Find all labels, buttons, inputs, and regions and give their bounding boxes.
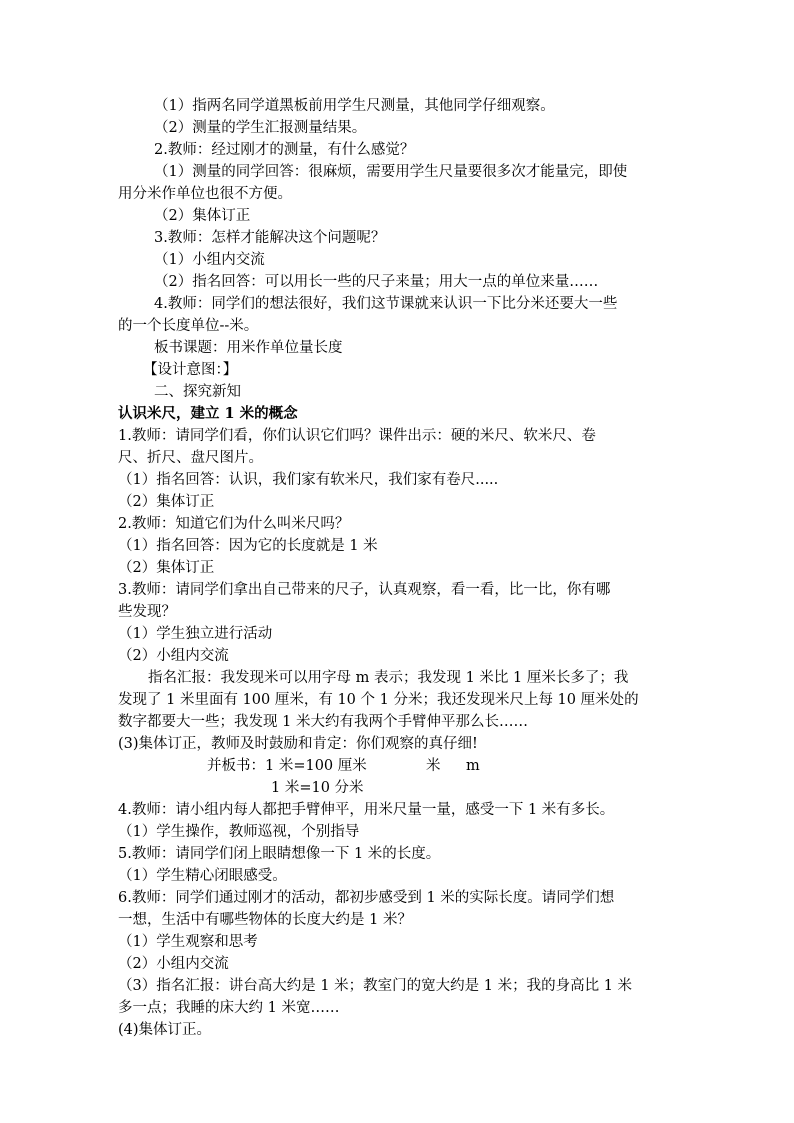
text-line: 指名汇报：我发现米可以用字母 m 表示；我发现 1 米比 1 厘米长多了；我 [148, 670, 629, 686]
text-line: （2）小组内交流 [118, 648, 229, 664]
text-line: （1）小组内交流 [154, 252, 265, 268]
text-line: 的一个长度单位--米。 [118, 318, 259, 334]
text-line: 些发现？ [118, 604, 176, 620]
text-line: 尺、折尺、盘尺图片。 [118, 450, 263, 466]
text-line: 5.教师：请同学们闭上眼睛想像一下 1 米的长度。 [118, 846, 441, 862]
text-line: （1）指两名同学道黑板前用学生尺测量，其他同学仔细观察。 [154, 98, 555, 114]
text-line: (3)集体订正，教师及时鼓励和肯定：你们观察的真仔细! [118, 736, 478, 752]
text-line: 6.教师：同学们通过刚才的活动，都初步感受到 1 米的实际长度。请同学们想 [118, 890, 615, 906]
text-line: 1.教师：请同学们看，你们认识它们吗？课件出示：硬的米尺、软米尺、卷 [118, 428, 596, 444]
text-line: （1）指名回答：认识，我们家有软米尺，我们家有卷尺..... [118, 472, 499, 488]
text-line: 板书课题：用米作单位量长度 [154, 340, 343, 356]
text-line: 数字都要大一些；我发现 1 米大约有我两个手臂伸平那么长…… [118, 714, 528, 730]
text-line: 4.教师：请小组内每人都把手臂伸平，用米尺量一量，感受一下 1 米有多长。 [118, 802, 615, 818]
text-line: 发现了 1 米里面有 100 厘米，有 10 个 1 分米；我还发现米尺上每 10 厘米处的 [118, 692, 639, 708]
text-line: 用分米作单位也很不方便。 [118, 186, 292, 202]
text-line: (4)集体订正。 [118, 1022, 212, 1038]
text-line: （1）指名回答：因为它的长度就是 1 米 [118, 538, 378, 554]
text-line: （1）学生观察和思考 [118, 934, 258, 950]
text-line: 二、探究新知 [154, 384, 241, 400]
text-line: （2）测量的学生汇报测量结果。 [154, 120, 367, 136]
text-line: （3）指名汇报：讲台高大约是 1 米；教室门的宽大约是 1 米；我的身高比 1 米 [118, 978, 633, 994]
text-line: 3.教师：怎样才能解决这个问题呢？ [154, 230, 386, 246]
text-line: （2）集体订正 [154, 208, 251, 224]
text-line: （1）学生操作，教师巡视，个别指导 [118, 824, 360, 840]
text-line: 【设计意图：】 [143, 362, 238, 378]
text-line: （2）小组内交流 [118, 956, 229, 972]
text-line: （2）集体订正 [118, 560, 215, 576]
text-line: 一想，生活中有哪些物体的长度大约是 1 米？ [118, 912, 412, 928]
text-line: 2.教师：知道它们为什么叫米尺吗？ [118, 516, 350, 532]
text-line: 4.教师：同学们的想法很好，我们这节课就来认识一下比分米还要大一些 [154, 296, 618, 312]
board-note-symbol: m [466, 758, 480, 774]
text-line: （1）学生独立进行活动 [118, 626, 273, 642]
text-line: （2）指名回答：可以用长一些的尺子来量；用大一点的单位来量…… [154, 274, 599, 290]
text-line: （2）集体订正 [118, 494, 215, 510]
text-line: 2.教师：经过刚才的测量，有什么感觉？ [154, 142, 415, 158]
text-line: （1）测量的同学回答：很麻烦，需要用学生尺量要很多次才能量完，即使 [154, 164, 628, 180]
board-note-unit: 米 [426, 758, 441, 774]
board-note: 1 米=10 分米 [271, 780, 364, 796]
text-line: 多一点；我睡的床大约 1 米宽…… [118, 1000, 340, 1016]
text-line: （1）学生精心闭眼感受。 [118, 868, 287, 884]
section-heading: 认识米尺，建立 1 米的概念 [118, 405, 298, 422]
board-note: 并板书：1 米=100 厘米 [207, 758, 367, 774]
text-line: 3.教师：请同学们拿出自己带来的尺子，认真观察，看一看，比一比，你有哪 [118, 582, 611, 598]
